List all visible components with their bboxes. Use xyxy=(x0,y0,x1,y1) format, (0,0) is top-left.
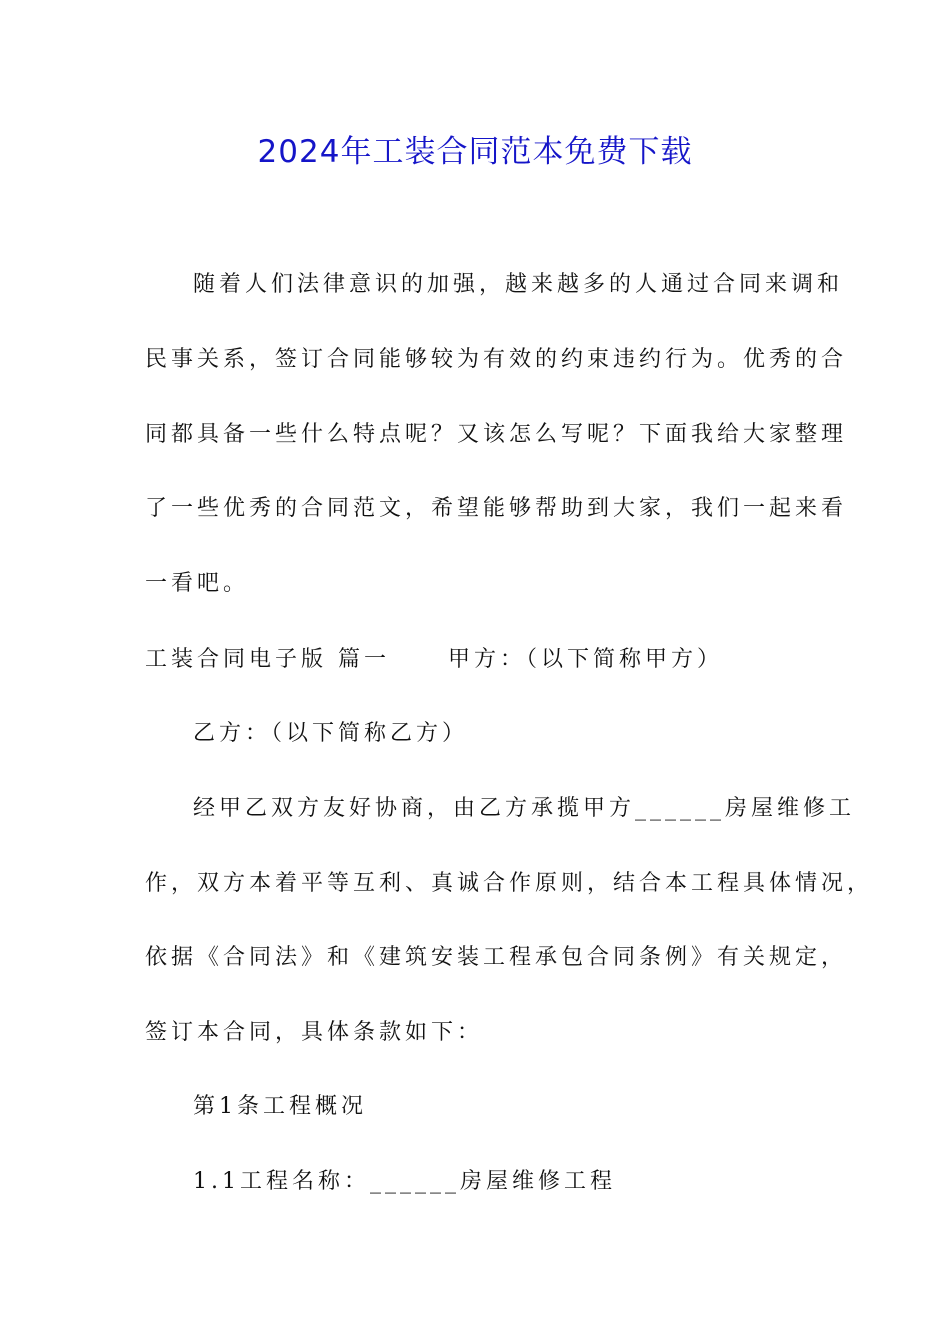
intro-line-3: 同都具备一些什么特点呢？又该怎么写呢？下面我给大家整理 xyxy=(145,422,848,447)
intro-line-5: 一看吧。 xyxy=(145,571,250,596)
intro-line-2: 民事关系，签订合同能够较为有效的约束违约行为。优秀的合 xyxy=(145,347,848,372)
party-a-line: 甲方：（以下简称甲方） xyxy=(448,647,724,672)
body-line-4: 签订本合同，具体条款如下： xyxy=(145,1020,484,1045)
body-line-3: 依据《合同法》和《建筑安装工程承包合同条例》有关规定， xyxy=(145,945,848,970)
clause-1-1: 1.1工程名称：______房屋维修工程 xyxy=(193,1169,616,1194)
section-heading: 工装合同电子版 篇一 xyxy=(145,647,390,672)
section-heading-row xyxy=(145,645,723,675)
body-line-2: 作，双方本着平等互利、真诚合作原则，结合本工程具体情况， xyxy=(145,871,874,896)
article-1-heading: 第1条工程概况 xyxy=(193,1094,367,1119)
intro-line-1: 随着人们法律意识的加强，越来越多的人通过合同来调和 xyxy=(193,272,844,297)
body-line-1: 经甲乙双方友好协商，由乙方承揽甲方______房屋维修工 xyxy=(193,796,856,821)
document-title: 2024年工装合同范本免费下载 xyxy=(257,134,693,170)
intro-line-4: 了一些优秀的合同范文，希望能够帮助到大家，我们一起来看 xyxy=(145,496,848,521)
party-b-line: 乙方：（以下简称乙方） xyxy=(193,721,469,746)
